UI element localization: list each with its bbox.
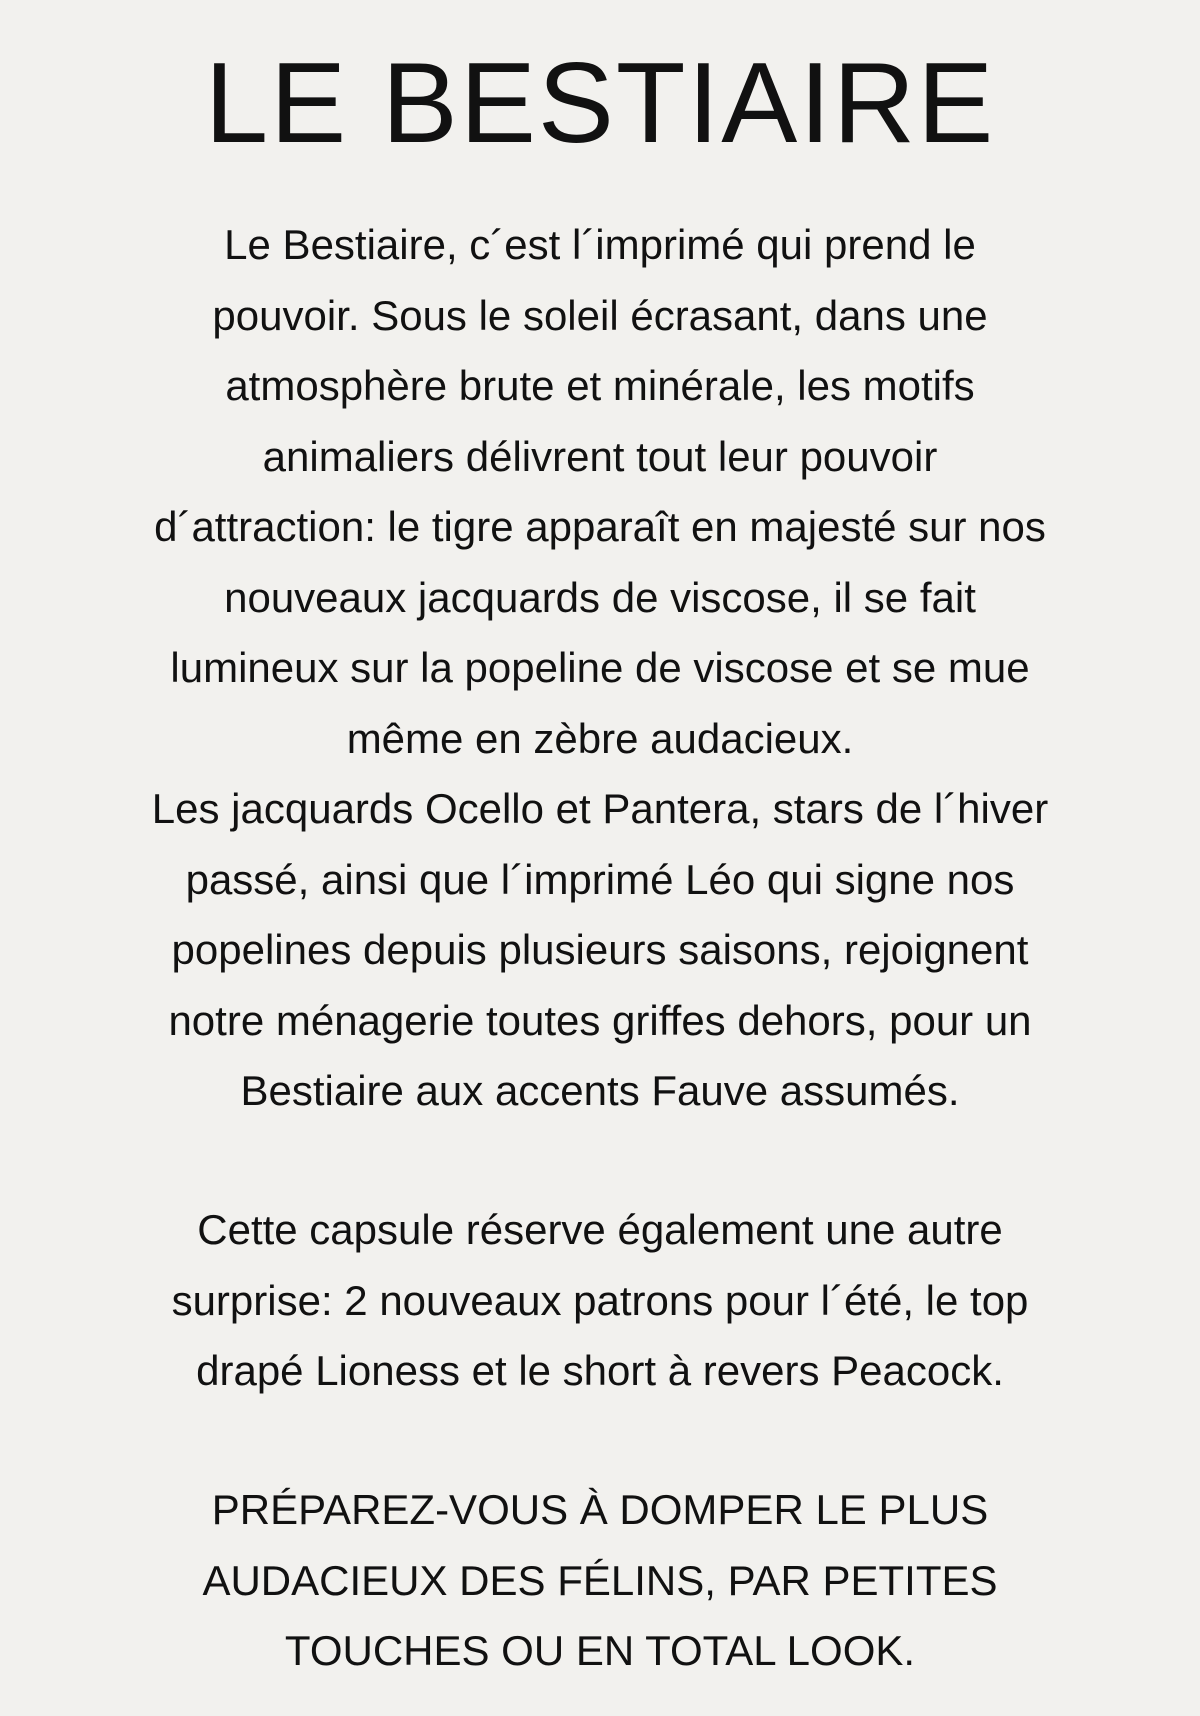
intro-paragraph bbox=[60, 210, 1140, 1127]
capsule-paragraph bbox=[60, 1195, 1140, 1407]
text-line: Les jacquards Ocello et Pantera, stars de l´hiver bbox=[151, 785, 1049, 832]
text-line: pouvoir. Sous le soleil écrasant, dans une bbox=[212, 291, 988, 339]
text-line: surprise: 2 nouveaux patrons pour l´été, le top bbox=[171, 1276, 1029, 1324]
text-line: d´attraction: le tigre apparaît en majesté sur nos bbox=[154, 503, 1046, 550]
text-line: Le Bestiaire, c´est l´imprimé qui prend le bbox=[224, 221, 976, 268]
closing-paragraph bbox=[60, 1475, 1140, 1687]
text-line: lumineux sur la popeline de viscose et se mue bbox=[170, 644, 1030, 691]
text-line: Bestiaire aux accents Fauve assumés. bbox=[240, 1067, 960, 1114]
text-line: TOUCHES OU EN TOTAL LOOK. bbox=[284, 1627, 916, 1674]
text-line: passé, ainsi que l´imprimé Léo qui signe nos bbox=[185, 855, 1015, 903]
text-line: nouveaux jacquards de viscose, il se fait bbox=[224, 573, 976, 621]
text-line: animaliers délivrent tout leur pouvoir bbox=[262, 432, 938, 480]
text-line: même en zèbre audacieux. bbox=[346, 714, 854, 762]
text-line: notre ménagerie toutes griffes dehors, pour un bbox=[168, 996, 1032, 1044]
text-line: popelines depuis plusieurs saisons, rejoignent bbox=[171, 926, 1029, 973]
text-line: AUDACIEUX DES FÉLINS, PAR PETITES bbox=[202, 1556, 998, 1604]
text-line: Cette capsule réserve également une autre bbox=[197, 1206, 1003, 1253]
text-line: atmosphère brute et minérale, les motifs bbox=[225, 362, 975, 409]
text-line: PRÉPAREZ-VOUS À DOMPER LE PLUS bbox=[211, 1486, 989, 1533]
page-title: LE BESTIAIRE bbox=[204, 40, 996, 167]
text-line: drapé Lioness et le short à revers Peacock. bbox=[196, 1347, 1004, 1394]
